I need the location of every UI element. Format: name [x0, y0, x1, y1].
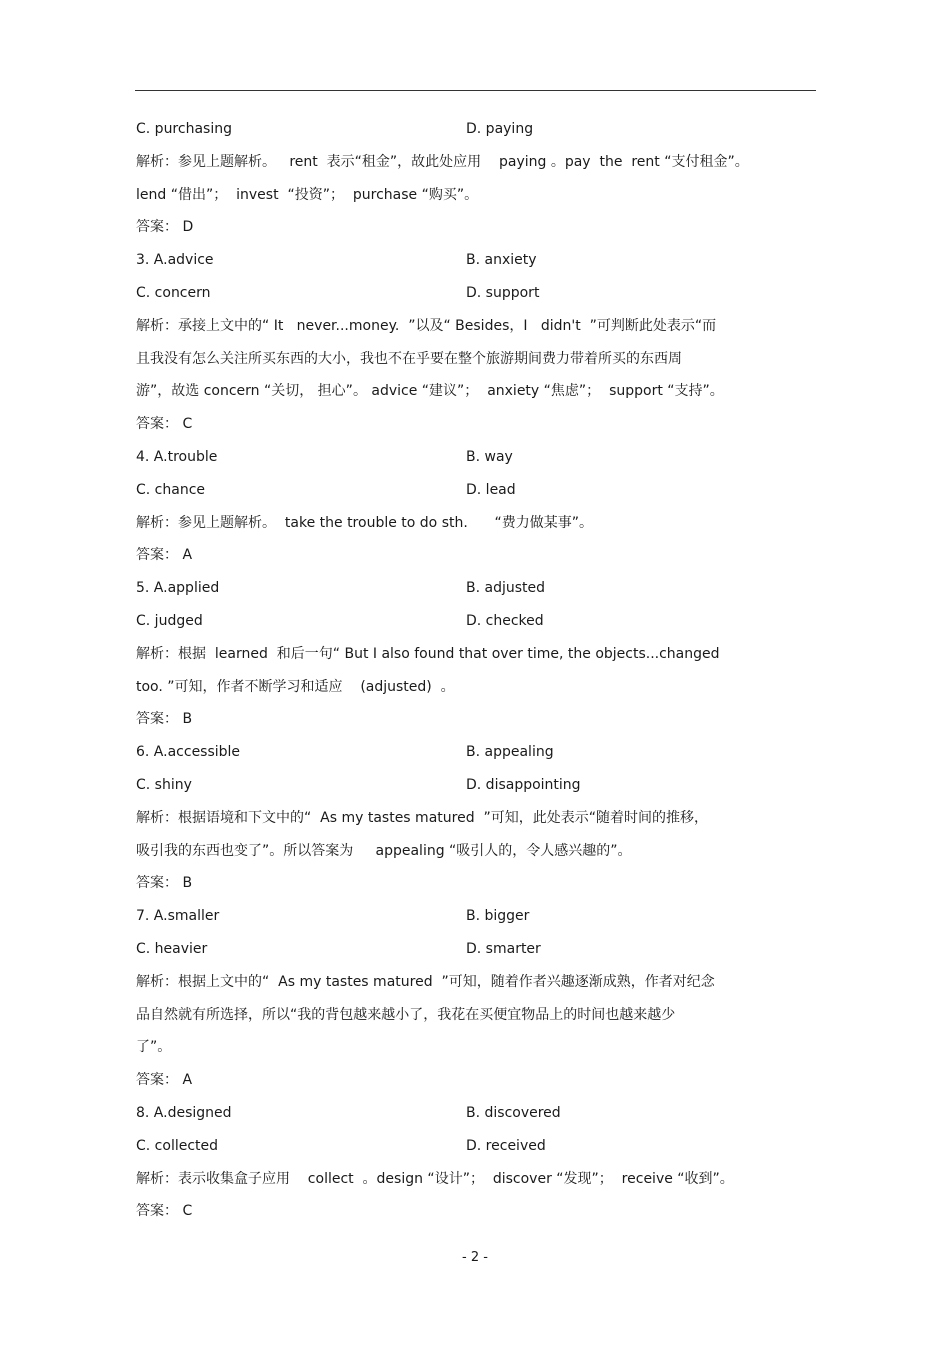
option-row	[136, 933, 816, 966]
option-left: 8. A.designed	[136, 1104, 232, 1121]
explanation-line: 解析：参见上题解析。 take the trouble to do sth. “费力做某事”。	[136, 514, 594, 531]
option-left: C. collected	[136, 1137, 219, 1154]
explanation-line: 解析：根据上文中的“ As my tastes matured ”可知，随着作者兴趣逐渐成熟，作者对纪念	[136, 973, 715, 990]
answer-line: 答案： C	[136, 1203, 193, 1220]
option-row	[136, 572, 816, 605]
explanation-line: 且我没有怎么关注所买东西的大小，我也不在乎要在整个旅游期间费力带着所买的东西周	[136, 350, 682, 367]
option-right: D. received	[466, 1137, 546, 1154]
header-rule	[135, 90, 816, 91]
option-row	[136, 277, 816, 310]
answer-line: 答案： D	[136, 219, 194, 236]
explanation-line: 吸引我的东西也变了”。所以答案为 appealing “吸引人的，令人感兴趣的”。	[136, 842, 632, 859]
option-right: B. discovered	[466, 1104, 561, 1121]
option-row	[136, 474, 816, 507]
option-left: 5. A.applied	[136, 580, 220, 597]
answer-line: 答案： A	[136, 1072, 193, 1089]
option-right: D. paying	[466, 121, 534, 137]
option-right: B. way	[466, 448, 513, 465]
option-row	[136, 441, 816, 474]
option-right: D. smarter	[466, 940, 541, 957]
option-left: 4. A.trouble	[136, 448, 218, 465]
option-row	[136, 769, 816, 802]
option-left: C. judged	[136, 612, 203, 629]
document-body	[136, 113, 816, 1228]
option-right: D. lead	[466, 481, 516, 498]
explanation-line: 了”。	[136, 1039, 172, 1056]
explanation-line: 解析：参见上题解析。 rent 表示“租金”，故此处应用 paying 。pay the rent “支付租金”。	[136, 153, 749, 170]
option-left: C. concern	[136, 284, 211, 301]
option-left: 3. A.advice	[136, 252, 214, 269]
explanation-line: too. ”可知，作者不断学习和适应 (adjusted) 。	[136, 678, 455, 695]
option-row	[136, 736, 816, 769]
option-left: C. shiny	[136, 776, 192, 793]
option-right: D. checked	[466, 612, 544, 629]
explanation-line: 游”，故选 concern “关切， 担心”。 advice “建议”； anxiety “焦虑”； support “支持”。	[136, 383, 724, 400]
option-left: C. heavier	[136, 940, 208, 957]
option-right: B. appealing	[466, 744, 554, 761]
option-row	[136, 1130, 816, 1163]
option-row	[136, 244, 816, 277]
option-left: C. purchasing	[136, 121, 232, 137]
option-row	[136, 605, 816, 638]
option-right: B. anxiety	[466, 252, 537, 269]
answer-line: 答案： A	[136, 547, 193, 564]
option-right: B. bigger	[466, 908, 530, 925]
explanation-line: 解析：表示收集盒子应用 collect 。design “设计”； discover “发现”； receive “收到”。	[136, 1170, 734, 1187]
option-right: D. support	[466, 284, 540, 301]
answer-line: 答案： B	[136, 711, 193, 728]
explanation-line: 品自然就有所选择，所以“我的背包越来越小了，我花在买便宜物品上的时间也越来越少	[136, 1006, 676, 1023]
option-row	[136, 1097, 816, 1130]
option-left: 6. A.accessible	[136, 744, 241, 761]
option-right: B. adjusted	[466, 580, 546, 597]
explanation-line: 解析：根据 learned 和后一句“ But I also found that over time, the objects...changed	[136, 645, 720, 662]
answer-line: 答案： B	[136, 875, 193, 892]
option-left: 7. A.smaller	[136, 908, 220, 925]
option-left: C. chance	[136, 481, 206, 498]
answer-line: 答案： C	[136, 416, 193, 433]
option-row	[136, 900, 816, 933]
explanation-line: 解析：根据语境和下文中的“ As my tastes matured ”可知，此处表示“随着时间的推移，	[136, 809, 708, 826]
page-number: - 2 -	[462, 1250, 488, 1265]
option-right: D. disappointing	[466, 776, 581, 793]
option-row	[136, 113, 816, 146]
explanation-line: 解析：承接上文中的“ It never...money. ”以及“ Besides，I didn't ”可判断此处表示“而	[136, 317, 717, 334]
explanation-line: lend “借出”； invest “投资”； purchase “购买”。	[136, 186, 479, 203]
